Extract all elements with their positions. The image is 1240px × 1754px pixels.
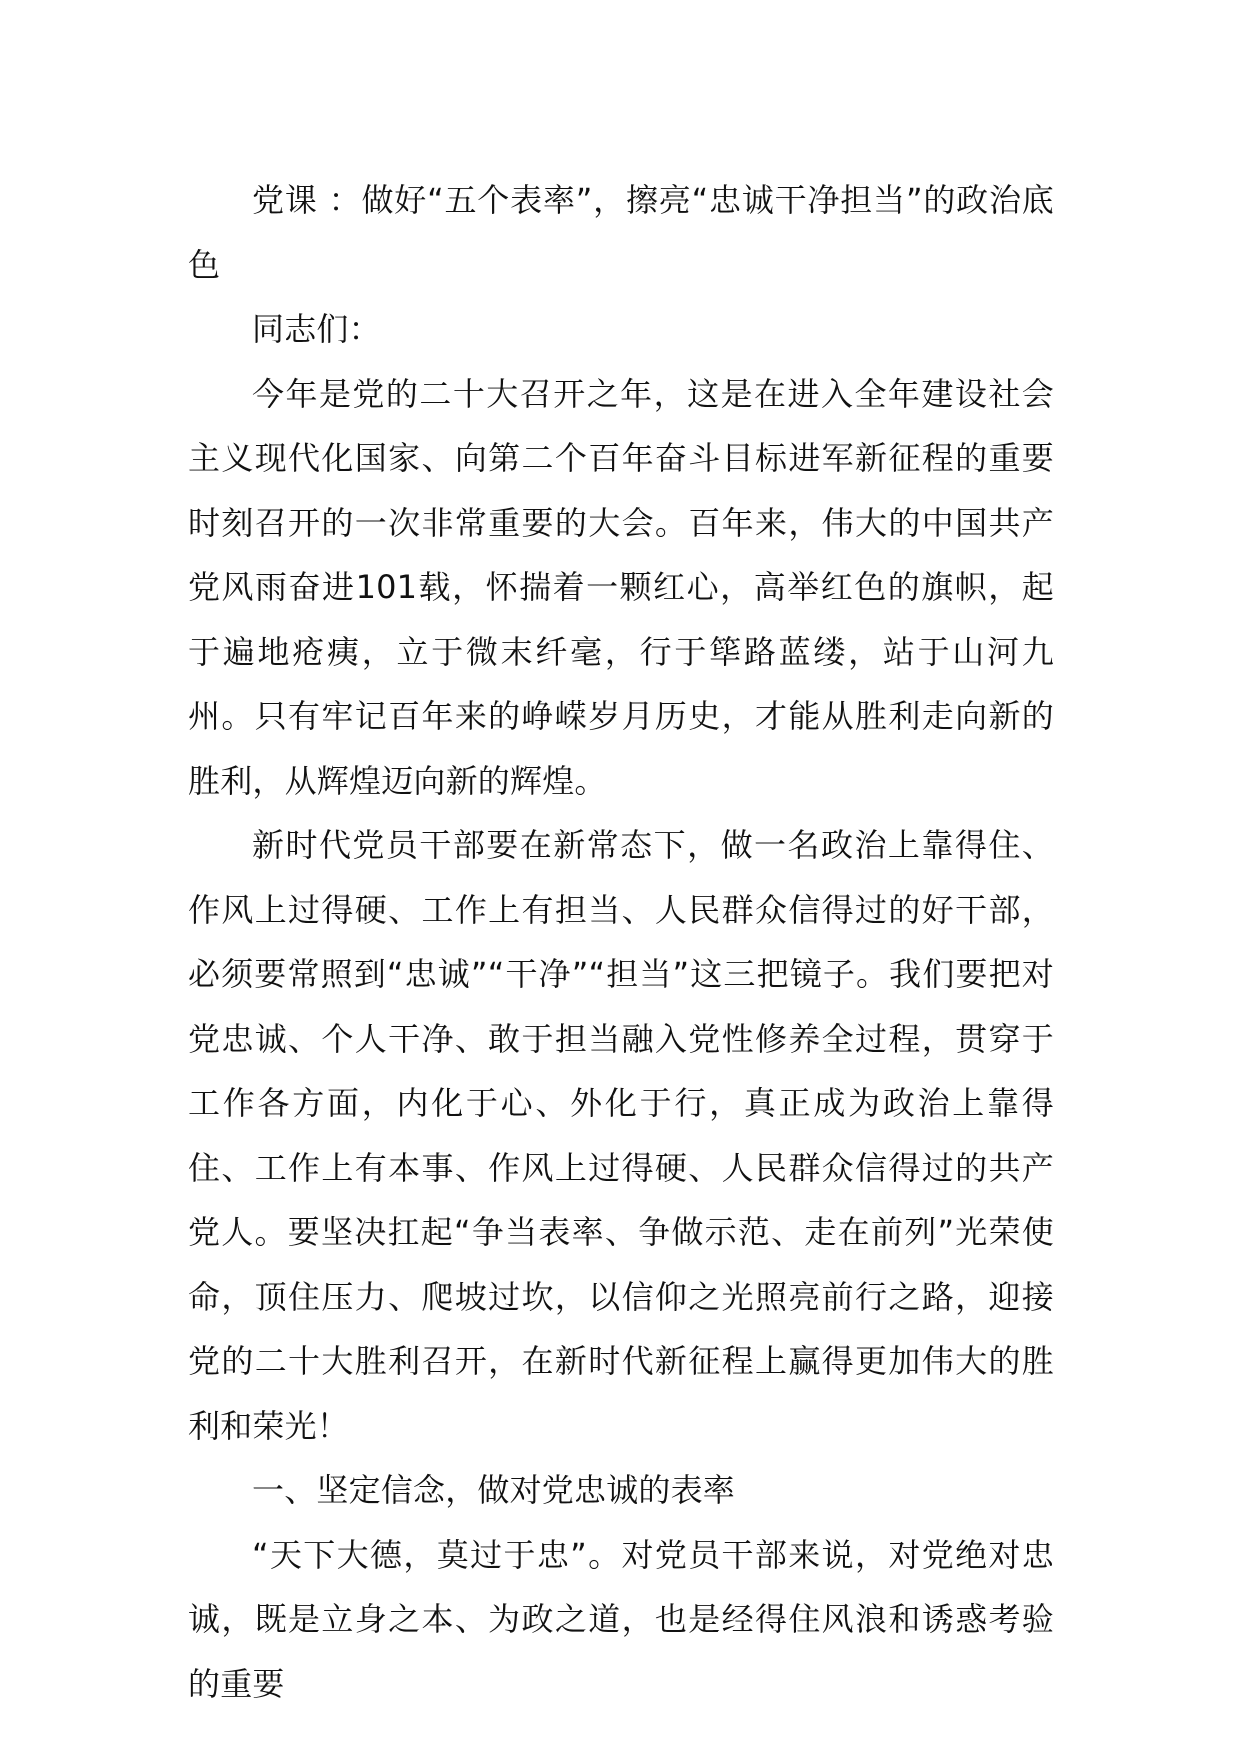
body-paragraph-1: 今年是党的二十大召开之年，这是在进入全年建设社会主义现代化国家、向第二个百年奋斗目标进军新征程的重要时刻召开的一次非常重要的大会。百年来，伟大的中国共产党风雨奋进101载，怀揣着一颗红心，高举红色的旗帜，起于遍地疮痍，立于微末纤毫，行于筚路蓝缕，站于山河九州。只有牢记百年来的峥嵘岁月历史，才能从胜利走向新的胜利，从辉煌迈向新的辉煌。	[188, 374, 1054, 800]
body-paragraph-2: 新时代党员干部要在新常态下，做一名政治上靠得住、作风上过得硬、工作上有担当、人民群众信得过的好干部，必须要常照到“忠诚”“干净”“担当”这三把镜子。我们要把对党忠诚、个人干净、敢于担当融入党性修养全过程，贯穿于工作各方面，内化于心、外化于行，真正成为政治上靠得住、工作上有本事、作风上过得硬、人民群众信得过的共产党人。要坚决扛起“争当表率、争做示范、走在前列”光荣使命，顶住压力、爬坡过坎，以信仰之光照亮前行之路，迎接党的二十大胜利召开，在新时代新征程上赢得更加伟大的胜利和荣光！	[188, 826, 1054, 1445]
section-heading: 一、坚定信念，做对党忠诚的表率	[252, 1471, 736, 1509]
document-body	[188, 168, 1054, 1716]
document-title: 党课 ：做好“五个表率”，擦亮“忠诚干净担当”的政治底色	[188, 181, 1054, 284]
section-paragraph: “天下大德，莫过于忠”。对党员干部来说，对党绝对忠诚，既是立身之本、为政之道，也是经得住风浪和诱惑考验的重要	[188, 1535, 1054, 1703]
salutation: 同志们：	[252, 310, 381, 348]
